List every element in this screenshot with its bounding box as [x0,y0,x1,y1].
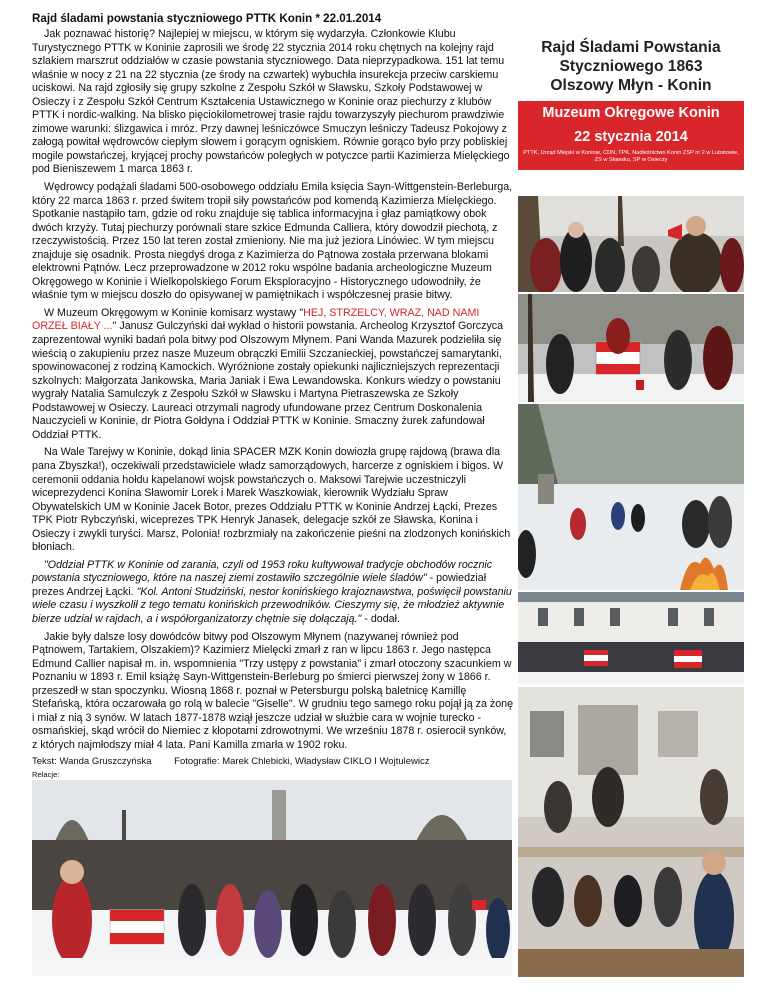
banner-partners: PTTK, Urząd Miejski w Koninie, CDN, TPK, Nadleśnictwo Konin ZSP nr 2 w Lubstowie, ZS w Sławsku, SP w Osieczy [523,150,739,163]
paragraph-3-start: W Muzeum Okręgowym w Koninie komisarz wystawy " [44,306,304,319]
banner-heading [518,28,744,101]
photo-group-megaphone [518,196,744,292]
paragraph-1: Jak poznawać historię? Najlepiej w miejscu, w którym się wydarzyła. Członkowie Klubu Turystycznego PTTK w Koninie zaprosili we środę 22 stycznia 2014 roku chętnych na kolejny rajd szlakiem marszrut oddziałów w czasie powstania styczniowego. Data nieprzypadkowa. 151 lat temu właśnie w nocy z 21 na 22 stycznia (ze środy na czwartek) wybuchła insurekcja przeciw carskiemu uciskowi. Na rajd zgłosiły się grupy szkolne z Zespołu Szkół w Sławsku, Szkoły Podstawowej w Osieczy i z Zespołu Szkół Centrum Kształcenia Ustawicznego w Koninie oraz piechurzy z klubów PTTK i nordic-walking. Na blisko pięciokilometrowej trasie rajdu towarzyszyły piechurom prawdziwie zimowe warunki: ślizgawica i mróz. Przy dawnej leśniczówce Smuczyn leśniczy Tadeusz Pokojowy z załogą powitał wędrowców ciepłym słowem i gorącym ogniskiem. Równie gorąco było przy pobliskiej mogile powstańczej, kryjącej prochy powstańców poległych w potyczce partii Kazimierza Mielęckiego pod Bieniszewem 1 marca 1863 r. [32,28,510,176]
paragraph-2: Wędrowcy podążali śladami 500-osobowego oddziału Emila księcia Sayn-Wittgenstein-Berleburga, który 22 marca 1863 r. przed świtem tropił siły powstańców pod komendą Kazimierza Mielęckiego. Spotkanie nastąpiło tam, gdzie od roku znajduje się tablica informacyjna i głaz pamiątkowy obok dwóch krzyży. Tutaj piechurzy porównali stare szkice Edmunda Calliera, który dowodził piechotą, z rzeczywistością. Przez 150 lat teren został zmieniony. Nie ma już jeziora Linówiec. W tym miejscu znajduje się osadnik. Prosta niegdyś droga z Kazimierza do Pątnowa została przerwana blokami elektrowni Pątnów. Lecz przeprowadzone w 2012 roku wspólne badania archeologiczne Muzeum Okręgowego w Koninie i Wielkopolskiego Forum Eksploracyjno - Historycznego udowodniły, że właśnie tym w miejscu doszło do opisywanej w pamiętnikach i współczesnej prasie bitwy. [32,181,513,302]
quote-1: "Oddział PTTK w Koninie od zarania, czyli od 1953 roku kultywował tradycje obchodów rocznic powstania styczniowego, które na naszej ziemi zostawiło szczególnie wiele śladów" [32,558,493,585]
banner-museum: Muzeum Okręgowe Konin [542,105,720,121]
photo-group-building [518,592,744,684]
banner-line-3: Olszowy Młyn - Konin [550,77,712,94]
credit-text: Tekst: Wanda Gruszczyńska [32,756,152,768]
quote-2-attribution: - dodał. [361,612,400,625]
paragraph-4: Na Wale Tarejwy w Koninie, dokąd linia SPACER MZK Konin dowiozła grupę rajdową (brawa dla pana Zbyszka!), oczekiwali przedstawiciele władz samorządowych, harcerze z ogniskiem i bigos. W ceremonii oddania hołdu kapelanowi wojsk powstańczych o. Maksowi Tarejwie uczestniczyli wiceprezydenci Konina Sławomir Lorek i Marek Waszkowiak, kierownik Wydziału Spraw Obywatelskich UM w Koninie Jacek Botor, prezes Oddziału PTTK w Koninie Andrzej Łącki, Prezes TPK Piotr Rybczyński, wiceprezes TPK Henryk Janasek, delegacje szkół ze Sławska, Konina i Osieczy i zwykli turyści. Marsz, Polonia! rozbrzmiały na zakończenie pieśni na zlodzonych konińskich błoniach. [32,446,511,554]
banner-line-2: Styczniowego 1863 [559,58,703,75]
photo-grave-flag [518,294,744,402]
paragraph-3-end: " Janusz Gulczyński dał wykład o historii powstania. Archeolog Krzysztof Gorczyca zaprezentował wyniki badań pola bitwy pod Olszowym Młynem. Pani Wanda Mazurek podzieliła się wieścią o zakupieniu przez nasze Muzeum obrączki Emilii Szczanieckiej, powstańczej samarytanki, spowinowaconej z rodziną Kamockich. Wyróżnione zostały opiekunki najliczniejszych reprezentacji szkolnych: Małgorzata Jankowska, Maria Janiak i Ewa Lewandowska. Konkurs wiedzy o powstaniu wygrały Natalia Samulczyk z Zespołu Szkół w Sławsku i Martyna Pietraszewska ze Szkoły Podstawowej w Osieczy. Laureaci otrzymali nagrody ufundowane przez Centrum Doskonalenia Nauczycieli w Koninie, dr Piotra Gołdyna i Oddział PTTK w Koninie. Smaczny żurek zafundował Oddział PTTK. [32,320,504,441]
paragraph-3 [32,307,514,442]
event-banner [518,28,744,170]
credit-photo: Fotografie: Marek Chlebicki, Władysław CIKLO I Wojtulewicz [174,756,430,768]
photo-bonfire [518,404,744,590]
relacje-label: Relacje: [32,770,60,780]
paragraph-5 [32,559,514,627]
article-title: Rajd śladami powstania styczniowego PTTK Konin * 22.01.2014 [32,12,382,25]
credits [32,756,514,767]
photo-museum-lecture [518,687,744,977]
banner-line-1: Rajd Śladami Powstania [541,39,721,56]
banner-red-box [518,101,744,170]
paragraph-6: Jakie były dalsze losy dowódców bitwy pod Olszowym Młynem (nazywanej również pod Pątnowem, Tartakiem, Olszakiem)? Kazimierz Mielęcki zmarł z ran w lipcu 1863 r. Jego następca Edmund Callier napisał m. in. wspomnienia "Trzy ustępy z powstania" i zmarł otoczony szacunkiem w Poznaniu w 1893 r. Emil książę Sayn-Wittgenstein-Berleburg po śmierci pierwszej żony w 1866 r. przeszedł w stan spoczynku. Wiosną 1868 r. poznał w Petersburgu polską baletnicę Kamillę Stefańską, która oczarowała go rolą w balecie "Giselle". W grudniu tego samego roku pojął ją za żonę i miał z nią 3 synów. W latach 1877-1878 wziął jeszcze udział w służbie cara w wojnie turecko - osmańskiej, skąd wrócił do Niemiec z kłopotami zdrowotnymi. We wrześniu 1878 r. osierocił synków, z których najmłodszy miał 4 lata. Pani Kamilla zmarła w 1902 roku. [32,630,514,751]
quote-attribution: - powiedział prezes Andrzej Łącki. [32,572,487,598]
exhibition-title: HEJ, STRZELCY, WRAZ, NAD NAMI ORZEŁ BIAŁY ... [32,306,480,333]
quote-2: "Kol. Antoni Studziński, nestor konińskiego krajoznawstwa, poświęcił powstaniu wiele czasu i wyszkolił z tego tematu konińskich przewodników. Cieszymy się, że młodzież aktywnie bierze udział w rajdach, a i współorganizatorzy chętnie się dołączają." [32,585,512,625]
photo-group-snow [32,780,512,976]
article [32,12,514,847]
banner-date: 22 stycznia 2014 [574,129,688,145]
